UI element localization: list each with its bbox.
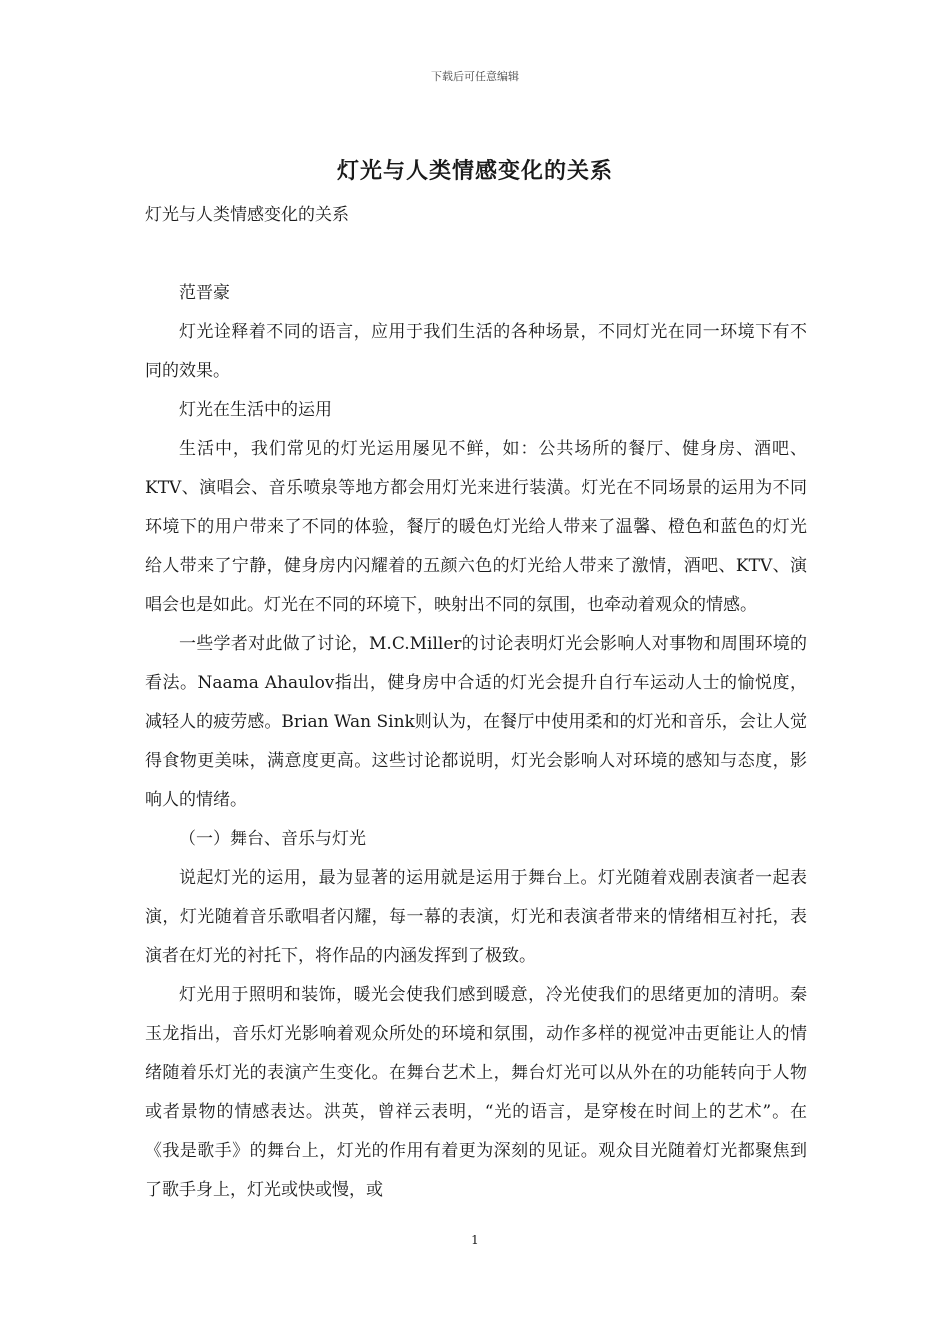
paragraph-research: 一些学者对此做了讨论，M.C.Miller的讨论表明灯光会影响人对事物和周围环境的看法。Naama Ahaulov指出，健身房中合适的灯光会提升自行车运动人士的愉悦度，减轻人的疲劳感。Brian Wan Sink则认为，在餐厅中使用柔和的灯光和音乐，会让人觉得食物更美味，满意度更高。这些讨论都说明，灯光会影响人对环境的感知与态度，影响人的情绪。 <box>145 634 807 810</box>
page-number: 1 <box>471 1233 479 1247</box>
paragraph-lighting-art: 灯光用于照明和装饰，暖光会使我们感到暖意，冷光使我们的思绪更加的清明。秦玉龙指出，音乐灯光影响着观众所处的环境和氛围，动作多样的视觉冲击更能让人的情绪随着乐灯光的表演产生变化。在舞台艺术上，舞台灯光可以从外在的功能转向于人物或者景物的情感表达。洪英，曾祥云表明，“光的语言，是穿梭在时间上的艺术”。在《我是歌手》的舞台上，灯光的作用有着更为深刻的见证。观众目光随着灯光都聚焦到了歌手身上，灯光或快或慢，或 <box>145 985 807 1200</box>
section-heading-life: 灯光在生活中的运用 <box>179 400 332 420</box>
document-subtitle: 灯光与人类情感变化的关系 <box>145 205 349 225</box>
author-name: 范晋豪 <box>179 283 230 303</box>
document-body <box>145 196 807 1210</box>
paragraph-life-usage: 生活中，我们常见的灯光运用屡见不鲜，如：公共场所的餐厅、健身房、酒吧、KTV、演唱会、音乐喷泉等地方都会用灯光来进行装潢。灯光在不同场景的运用为不同环境下的用户带来了不同的体验，餐厅的暖色灯光给人带来了温馨、橙色和蓝色的灯光给人带来了宁静，健身房内闪耀着的五颜六色的灯光给人带来了激情，酒吧、KTV、演唱会也是如此。灯光在不同的环境下，映射出不同的氛围，也牵动着观众的情感。 <box>145 439 807 615</box>
section-heading-stage: （一）舞台、音乐与灯光 <box>179 829 366 849</box>
paragraph-intro: 灯光诠释着不同的语言，应用于我们生活的各种场景，不同灯光在同一环境下有不同的效果。 <box>145 322 807 381</box>
blank-line <box>145 235 807 274</box>
document-title: 灯光与人类情感变化的关系 <box>336 158 613 184</box>
paragraph-stage: 说起灯光的运用，最为显著的运用就是运用于舞台上。灯光随着戏剧表演者一起表演，灯光随着音乐歌唱者闪耀，每一幕的表演，灯光和表演者带来的情绪相互衬托，表演者在灯光的衬托下，将作品的内涵发挥到了极致。 <box>145 868 807 966</box>
header-note: 下载后可任意编辑 <box>431 70 519 83</box>
